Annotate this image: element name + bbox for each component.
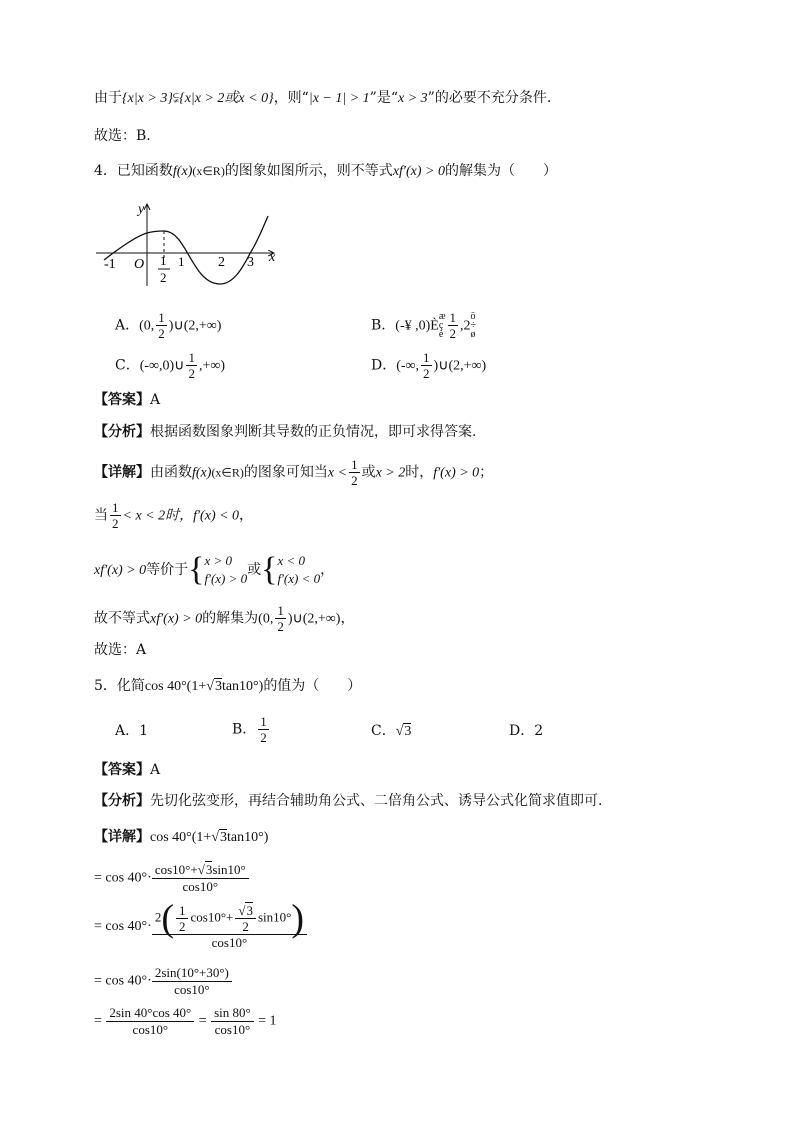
q5-stem	[94, 676, 361, 697]
fraction: $\frac{1}{2}$	[423, 350, 430, 381]
math: cos 40°(1+	[150, 830, 212, 845]
text: 4．已知函数	[94, 163, 173, 179]
eq-sign: =	[198, 1013, 207, 1029]
denominator: cos10°	[214, 1022, 251, 1037]
brace: {	[188, 551, 205, 588]
radicand: 3	[246, 903, 253, 918]
text: (-∞,0)∪	[139, 358, 185, 374]
origin-label: O	[134, 257, 145, 272]
fraction: $\frac{1}{2}$	[112, 500, 119, 531]
eq-prefix: = cos 40°·	[94, 870, 152, 886]
q5-option-d[interactable]: D．2	[509, 723, 544, 739]
text: 或	[361, 464, 376, 481]
garbled-text: (-¥ ,0)È	[395, 318, 439, 334]
text: ”是“	[369, 90, 398, 106]
text: 等价于	[146, 562, 189, 578]
tick-label: 3	[247, 255, 254, 270]
q4-detail-2	[94, 500, 253, 531]
q4-stem	[94, 161, 557, 182]
half-num: 1	[160, 253, 167, 268]
domain: (x∈R)	[211, 465, 244, 480]
q5-analysis	[94, 791, 602, 811]
math: xf′(x) > 0	[150, 611, 203, 627]
sqrt: √3	[395, 724, 412, 739]
step-2	[94, 897, 307, 951]
numerator: sin 80°	[211, 1005, 254, 1022]
garbled-glyphs: ö ÷ ø	[470, 311, 477, 340]
math: < x < 2时，	[122, 508, 194, 524]
math: (0,	[258, 611, 274, 627]
option-d[interactable]	[371, 350, 486, 381]
num-part: sin10°	[212, 862, 246, 877]
numerator: 2sin 40°cos 40°	[106, 1005, 194, 1022]
denominator: cos10°	[182, 879, 219, 894]
fraction: $\frac{1}{2}$	[449, 310, 457, 341]
answer-value: A	[150, 762, 161, 778]
step-3	[94, 965, 232, 998]
condition-1: |x − 1| > 1	[308, 91, 370, 106]
q4-analysis	[94, 422, 476, 442]
step-4-fraction-a	[106, 1005, 194, 1038]
radicand: 3	[404, 724, 412, 739]
sys-bottom: f′(x) < 0	[277, 571, 321, 586]
sqrt: √3	[206, 679, 222, 694]
num-part: cos10°+	[154, 862, 198, 877]
subset-symbol: ⫋	[172, 91, 180, 106]
denominator: cos10°	[211, 935, 248, 950]
sys-top: x < 0	[277, 553, 306, 568]
math: f′(x) > 0	[433, 465, 480, 481]
text: )∪(2,+∞)	[168, 318, 222, 334]
eq-sign: =	[94, 1013, 102, 1029]
radicand: 3	[220, 830, 228, 845]
text: 由于	[94, 90, 122, 106]
num-part: 2	[154, 909, 162, 925]
inequality: xf′(x) > 0	[392, 164, 445, 179]
answer-value: A	[150, 392, 161, 408]
analysis-tag: 【分析】	[94, 793, 150, 809]
step-4	[94, 1005, 277, 1038]
option-b[interactable]	[371, 310, 476, 341]
fraction: $\frac{√3}{2}$	[235, 903, 256, 934]
text: 由函数	[150, 464, 192, 481]
half-den: 2	[160, 270, 167, 285]
analysis-tag: 【分析】	[94, 424, 150, 440]
detail-tag: 【详解】	[94, 464, 150, 481]
fraction: $\frac{1}{2}$	[351, 457, 358, 488]
label: D．	[371, 357, 397, 374]
sqrt: √3	[211, 830, 228, 845]
q4-detail-1	[94, 457, 493, 488]
tick-label: 1	[178, 254, 185, 269]
math: tan10°)	[227, 830, 269, 845]
text: 时，	[405, 464, 434, 481]
denominator: cos10°	[132, 1022, 169, 1037]
text: ,2	[460, 318, 471, 334]
analysis-text: 根据函数图象判断其导数的正负情况，即可求得答案.	[150, 424, 477, 440]
radicand: 3	[205, 862, 213, 877]
analysis-text: 先切化弦变形，再结合辅助角公式、二倍角公式、诱导公式化简求值即可.	[150, 793, 603, 809]
brace: {	[261, 551, 278, 588]
fraction: $\frac{1}{2}$	[176, 903, 189, 934]
math: tan10°)	[221, 679, 264, 694]
math: xf′(x) > 0	[94, 563, 147, 578]
label: A．	[115, 317, 140, 334]
system-2	[277, 552, 320, 588]
step-1-fraction: $\frac{\cos 10^\circ+√3\sin 10^\circ}{\cos 10^\circ}$	[152, 862, 249, 895]
q4-equivalence	[94, 552, 334, 588]
radicand: 3	[214, 679, 222, 694]
numerator: 2sin(10°+30°)	[152, 965, 232, 982]
math: )∪(2,+∞)	[287, 611, 341, 627]
q3-choice: 故选：B.	[94, 128, 151, 144]
label: B．	[232, 721, 257, 738]
func: f(x)	[192, 465, 212, 481]
text: 的解集为	[202, 610, 259, 627]
denominator: cos10°	[174, 982, 210, 997]
q5-detail	[94, 827, 268, 848]
q5-option-a[interactable]: A．1	[115, 723, 149, 739]
step-4-fraction-b	[211, 1005, 254, 1038]
x-label: x	[269, 250, 276, 265]
step-3-fraction	[152, 965, 232, 998]
sys-top: x > 0	[204, 553, 233, 568]
text: ，	[320, 562, 335, 578]
label: B．	[371, 317, 396, 334]
domain: (x∈R)	[192, 164, 225, 178]
text: ”的必要不充分条件.	[427, 90, 552, 106]
system-1	[204, 552, 247, 588]
q4-solution	[94, 603, 354, 634]
q5-answer	[94, 760, 160, 780]
answer-tag: 【答案】	[94, 762, 150, 778]
text: ，	[340, 610, 355, 627]
text: 故不等式	[94, 610, 150, 627]
condition-2: x > 3	[398, 91, 428, 106]
result: = 1	[258, 1013, 277, 1029]
q5-option-c[interactable]	[371, 721, 411, 742]
math: cos 40°(1+	[144, 679, 207, 694]
label: C．	[115, 357, 140, 374]
text: )∪(2,+∞)	[433, 358, 487, 374]
text: 的图象可知当	[243, 464, 328, 481]
answer-tag: 【答案】	[94, 392, 150, 408]
text: 的解集为（ ）	[444, 163, 557, 179]
paren: )	[291, 897, 305, 940]
set-b: {x|x > 2或x < 0}	[179, 91, 274, 106]
num-part: cos10°+	[190, 909, 234, 925]
function-graph	[92, 198, 282, 290]
text: 5．化简	[94, 678, 145, 694]
text: 的图象如图所示，则不等式	[224, 163, 393, 179]
tick-label: 2	[218, 255, 225, 270]
math: f′(x) < 0	[193, 508, 240, 524]
detail-tag: 【详解】	[94, 829, 150, 845]
q4-answer	[94, 390, 160, 410]
eq-prefix: = cos 40°·	[94, 919, 152, 934]
text: ；	[479, 464, 494, 481]
tick-label: -1	[104, 257, 116, 272]
text: ,+∞)	[198, 358, 225, 374]
option-c[interactable]	[115, 350, 225, 381]
eq-prefix: = cos 40°·	[94, 973, 152, 989]
fraction: $\frac{1}{2}$	[188, 350, 195, 381]
set-a: {x|x > 3}	[122, 91, 173, 106]
fraction: $\frac{1}{2}$	[260, 714, 267, 745]
text: ，	[239, 507, 254, 524]
label: C．	[371, 723, 396, 739]
text: ，则“	[273, 90, 309, 106]
condition-line	[94, 88, 551, 109]
step-2-fraction	[152, 897, 307, 951]
option-a[interactable]	[115, 310, 221, 341]
y-label: y	[138, 202, 145, 217]
q5-option-b[interactable]	[232, 714, 271, 745]
q4-choice: 故选：A	[94, 642, 147, 658]
fraction: $\frac{1}{2}$	[158, 310, 165, 341]
step-1	[94, 862, 249, 895]
x-lt: x <	[327, 465, 348, 481]
num-part: sin10°	[257, 909, 292, 925]
text: 的值为（ ）	[263, 678, 362, 694]
sys-bottom: f′(x) > 0	[204, 571, 248, 586]
text: (-∞,	[396, 358, 420, 374]
func: f(x)	[172, 164, 193, 179]
fraction: $\frac{1}{2}$	[277, 603, 284, 634]
garbled-glyphs: æ ç è	[438, 311, 446, 340]
text: 或	[247, 562, 262, 578]
curve	[104, 216, 268, 284]
paren: (	[161, 897, 174, 940]
text: (0,	[139, 318, 155, 334]
math: x > 2	[375, 465, 406, 481]
text: 当	[94, 507, 108, 524]
